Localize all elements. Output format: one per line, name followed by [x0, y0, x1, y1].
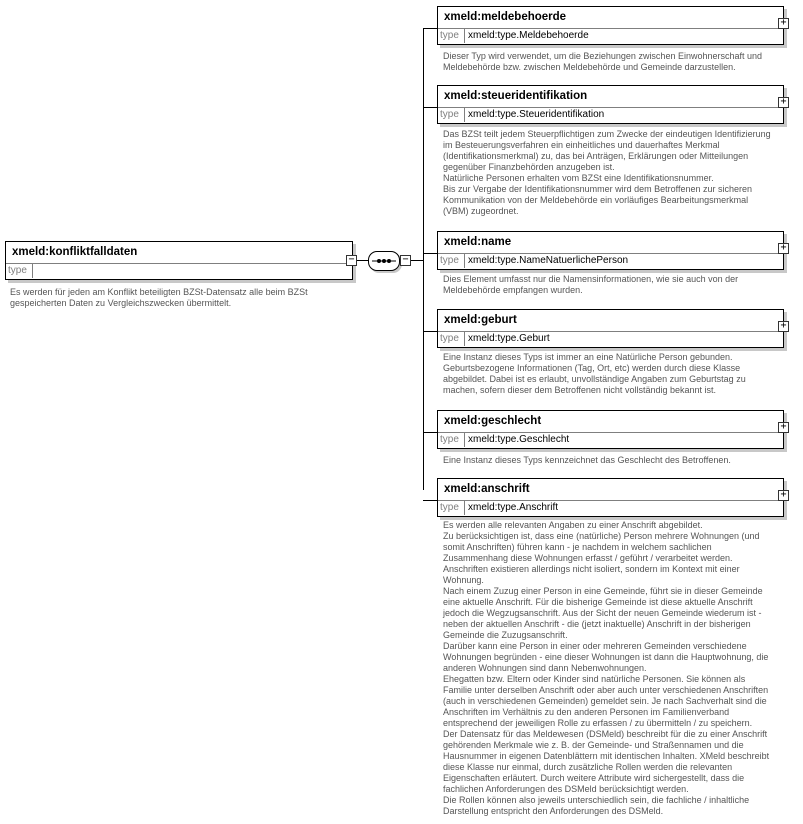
element-anschrift-type-value: xmeld:type.Anschrift — [468, 502, 559, 513]
element-steueridentifikation-expand-toggle[interactable]: + — [778, 97, 789, 108]
element-name-expand-toggle[interactable]: + — [778, 243, 789, 254]
element-geburt-type-value: xmeld:type.Geburt — [468, 333, 550, 344]
root-element-title: xmeld:konfliktfalldaten — [6, 242, 352, 264]
element-geburt-box[interactable] — [437, 309, 784, 348]
element-meldebehoerde-description: Dieser Typ wird verwendet, um die Beziehungen zwischen Einwohnerschaft und Meldebehörde bzw. zwischen Meldebehörde und Gemeinde darzustellen. — [443, 51, 763, 72]
element-geburt-type-label: type — [438, 332, 465, 346]
root-collapse-toggle[interactable]: − — [346, 255, 357, 266]
element-meldebehoerde-box[interactable] — [437, 6, 784, 45]
element-name-type-label: type — [438, 254, 465, 268]
connector-child-name — [423, 253, 437, 254]
element-steueridentifikation-description: Das BZSt teilt jedem Steuerpflichtigen zum Zwecke der eindeutigen Identifizierung im Besteuerungsverfahren ein einheitliches und dauerhaftes Merkmal (Identifikationsmerkmal) zu, das bei Anträgen, Erklärungen oder Mitteilungen gegenüber Finanzbehörden anzugeben ist. Natürliche Personen erhalten vom BZSt eine Identifikationsnummer. Bis zur Vergabe der Identifikationsnummer wird dem Betroffenen zur sicheren Kommunikation von der Meldebehörde ein vorläufiges Bearbeitungsmerkmal (VBM) zugeordnet. — [443, 129, 771, 216]
element-geburt-type-row — [438, 332, 783, 346]
element-geburt-title: xmeld:geburt — [438, 310, 783, 332]
connector-child-meldebehoerde — [423, 28, 437, 29]
sequence-collapse-toggle[interactable]: − — [400, 255, 411, 266]
connector-child-anschrift — [423, 500, 437, 501]
element-anschrift-description: Es werden alle relevanten Angaben zu einer Anschrift abgebildet. Zu berücksichtigen ist, dass eine (natürliche) Person mehrere Wohnungen (und somit Anschriften) führen kann - je nachdem in welchem sachlichen Zusammenhang diese Wohnungen erfasst / geführt / verarbeitet werden. Anschriften existieren allerdings nicht isoliert, sondern im Kontext mit einer Wohnung. Nach einem Zuzug einer Person in eine Gemeinde, führt sie in dieser Gemeinde eine aktuelle Anschrift. Für die bisherige Gemeinde ist diese aktuelle Anschrift jedoch die Wegzugsanschrift. Aus der Sicht der neuen Gemeinde wiederum ist - neben der aktuellen Anschrift - die (jetzt inaktuelle) Anschrift in der bisherigen Gemeinde die Zuzugsanschrift. Darüber kann eine Person in einer oder mehreren Gemeinden verschiedene Wohnungen begründen - eine dieser Wohnungen ist dann die Hauptwohnung, die anderen Wohnungen sind dann Nebenwohnungen. Ehegatten bzw. Eltern oder Kinder sind natürliche Personen. Sie können als Familie unter derselben Anschrift oder aber auch unter verschiedenen Anschriften (auch in verschiedenen Gemeinden) gemeldet sein. Je nach Sachverhalt sind die Anschriften im Verhältnis zu den anderen Personen im Familienverband entsprechend der jeweiligen Rolle zu erfassen / zu übermitteln / zu speichern. Der Datensatz für das Meldewesen (DSMeld) beschreibt für die zu einer Anschrift gehörenden Merkmale wie z. B. der Gemeinde- und Straßennamen und die Hausnummer in eigenen Datenblättern mit identischen Inhalten. XMeld beschreibt diese Klasse nur einmal, durch zusätzliche Rollen werden die relevanten Eigenschaften erläutert. Durch weitere Attribute wird sichergestellt, dass die fachlichen Anforderungen des DSMeld berücksichtigt werden. Die Rollen können also jeweils unterschiedlich sein, die fachliche / inhaltliche Darstellung entspricht den Anforderungen des DSMeld. — [443, 520, 770, 816]
element-name-box[interactable] — [437, 231, 784, 270]
element-steueridentifikation-box[interactable] — [437, 85, 784, 124]
element-anschrift-type-label: type — [438, 501, 465, 515]
element-steueridentifikation-title: xmeld:steueridentifikation — [438, 86, 783, 108]
element-steueridentifikation-type-row — [438, 108, 783, 122]
element-geburt-expand-toggle[interactable]: + — [778, 321, 789, 332]
element-name-description: Dies Element umfasst nur die Namensinformationen, wie sie auch von der Meldebehörde empfangen wurden. — [443, 274, 739, 295]
connector-child-geschlecht — [423, 432, 437, 433]
element-geschlecht-type-label: type — [438, 433, 465, 447]
element-meldebehoerde-type-row — [438, 29, 783, 43]
element-meldebehoerde-type-label: type — [438, 29, 465, 43]
element-anschrift-expand-toggle[interactable]: + — [778, 490, 789, 501]
element-geburt-description: Eine Instanz dieses Typs ist immer an eine Natürliche Person gebunden. Geburtsbezogene Informationen (Tag, Ort, etc) werden durch diese Klasse abgebildet. Dabei ist es erlaubt, unvollständige Angaben zum Geburtstag zu machen, sofern dieser dem Betroffenen nicht vollständig bekannt ist. — [443, 352, 746, 395]
element-meldebehoerde-expand-toggle[interactable]: + — [778, 18, 789, 29]
connector-root-sequence — [357, 260, 368, 261]
root-type-label: type — [6, 264, 33, 278]
element-geschlecht-box[interactable] — [437, 410, 784, 449]
element-anschrift-box[interactable] — [437, 478, 784, 517]
connector-child-geburt — [423, 331, 437, 332]
root-description: Es werden für jeden am Konflikt beteiligten BZSt-Datensatz alle beim BZSt gespeicherten Daten zu Vergleichszwecken übermittelt. — [10, 287, 308, 308]
connector-child-steueridentifikation — [423, 107, 437, 108]
element-steueridentifikation-type-label: type — [438, 108, 465, 122]
sequence-icon — [369, 252, 399, 270]
element-meldebehoerde-title: xmeld:meldebehoerde — [438, 7, 783, 29]
root-type-row — [6, 264, 352, 278]
element-geschlecht-description: Eine Instanz dieses Typs kennzeichnet das Geschlecht des Betroffenen. — [443, 455, 731, 465]
element-anschrift-type-row — [438, 501, 783, 515]
sequence-compositor[interactable] — [368, 251, 400, 271]
element-steueridentifikation-type-value: xmeld:type.Steueridentifikation — [468, 109, 605, 120]
element-geschlecht-expand-toggle[interactable]: + — [778, 422, 789, 433]
element-geschlecht-title: xmeld:geschlecht — [438, 411, 783, 433]
element-anschrift-title: xmeld:anschrift — [438, 479, 783, 501]
element-geschlecht-type-value: xmeld:type.Geschlecht — [468, 434, 570, 445]
element-geschlecht-type-row — [438, 433, 783, 447]
connector-branch-vertical — [423, 28, 424, 490]
element-name-type-value: xmeld:type.NameNatuerlichePerson — [468, 255, 629, 266]
root-element-box[interactable] — [5, 241, 353, 280]
element-name-type-row — [438, 254, 783, 268]
element-meldebehoerde-type-value: xmeld:type.Meldebehoerde — [468, 30, 589, 41]
element-name-title: xmeld:name — [438, 232, 783, 254]
